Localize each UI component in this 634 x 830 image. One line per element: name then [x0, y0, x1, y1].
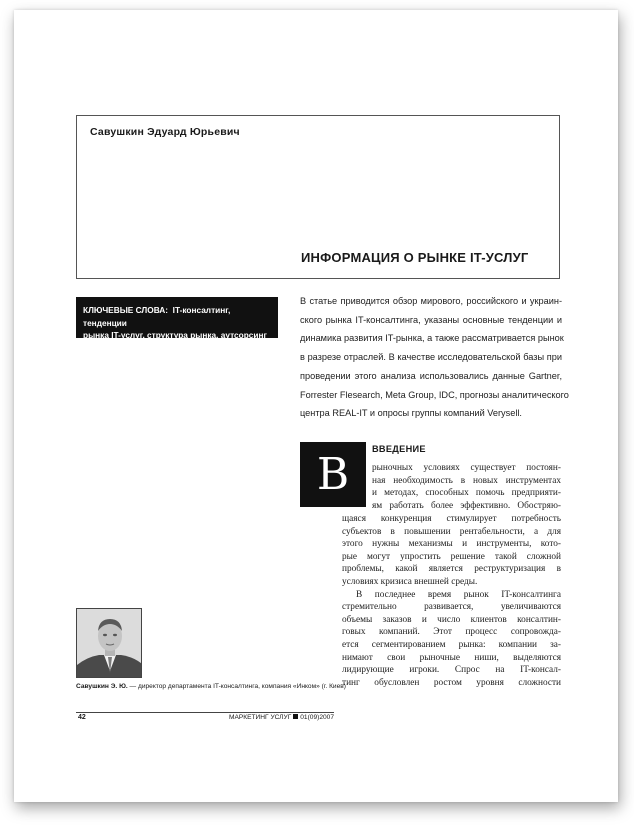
caption-text: — директор департамента IT-консалтинга, компания «Инком» (г. Киев) [127, 683, 346, 690]
body-line: лидирующие игроки. Спрос на IT-консал- [342, 665, 561, 676]
author-name: Савушкин Эдуард Юрьевич [90, 126, 240, 138]
abstract-line: динамика развития IT-рынка, а также рассматривается рынок [300, 333, 564, 344]
abstract-line: в разрезе отраслей. В качестве исследовательской базы при [300, 352, 562, 363]
author-photo [76, 608, 142, 678]
journal-info [229, 714, 334, 721]
keywords-box [76, 297, 278, 338]
keywords-label: КЛЮЧЕВЫЕ СЛОВА: [83, 305, 169, 315]
keywords-line-1: IT-консалтинг, тенденции [83, 305, 231, 328]
body-line: щаяся конкуренция стимулирует потребность [342, 514, 561, 524]
abstract-line: В статье приводится обзор мирового, российского и украин- [300, 296, 562, 306]
body-text [342, 513, 561, 689]
abstract-line: Forrester Flesearch, Meta Group, IDC, прогнозы аналитического [300, 389, 569, 400]
photo-caption [76, 683, 346, 690]
body-line: В последнее время рынок IT-консалтинга [356, 589, 561, 600]
page-number: 42 [78, 714, 86, 721]
drop-cap: В [300, 442, 366, 507]
portrait-image [77, 609, 142, 678]
body-line: проблемы, какой является реструктуризация в [342, 564, 561, 575]
journal-name: МАРКЕТИНГ УСЛУГ [228, 714, 292, 721]
body-text-beside-cap [372, 462, 561, 512]
abstract-line: центра REAL-IT и опросы группы компаний Verysell. [300, 408, 522, 419]
body-line: условиях кризиса внешней среды. [342, 576, 478, 587]
article-title: ИНФОРМАЦИЯ О РЫНКЕ IT-УСЛУГ [301, 250, 529, 265]
body-line: ная необходимость в новых инструментах [372, 475, 561, 486]
body-line: нимают свои рыночные ниши, выделяются [342, 652, 561, 663]
body-line: субъектов в повышении рентабельности, а для [342, 526, 561, 537]
abstract-line: проведении этого анализа использовались данные Gartner, [300, 370, 562, 381]
body-line: объемы заказов и число клиентов консалтин- [342, 614, 561, 625]
journal-issue: 01(09)2007 [300, 714, 334, 721]
abstract-line: ского рынка IT-консалтинга, указаны основные тенденции и [300, 314, 562, 325]
caption-name: Савушкин Э. Ю. [76, 683, 128, 690]
body-line: ям работать более эффективно. Обостряю- [372, 500, 561, 511]
body-line: и методах, способных помочь предприяти- [372, 488, 561, 499]
body-line: тинг обусловлен ростом уровня сложности [342, 677, 561, 688]
body-line: стремительно развивается, увеличиваются [342, 602, 561, 613]
body-line: ется сегментированием рынка: компании за- [342, 639, 561, 650]
keywords-line-2: рынка IT-услуг, структура рынка, аутсорсинг [83, 330, 267, 340]
square-bullet-icon [293, 714, 298, 719]
body-line: рыночных условиях существует постоян- [372, 463, 561, 473]
section-heading: ВВЕДЕНИЕ [372, 444, 426, 454]
footer-divider [76, 712, 334, 713]
abstract [300, 292, 569, 423]
body-line: этого нужны механизмы и инструменты, кото- [342, 539, 561, 550]
body-line: говых компаний. Этот процесс сопровожда- [342, 627, 561, 638]
body-line: рые могут упростить решение такой сложной [342, 551, 561, 562]
